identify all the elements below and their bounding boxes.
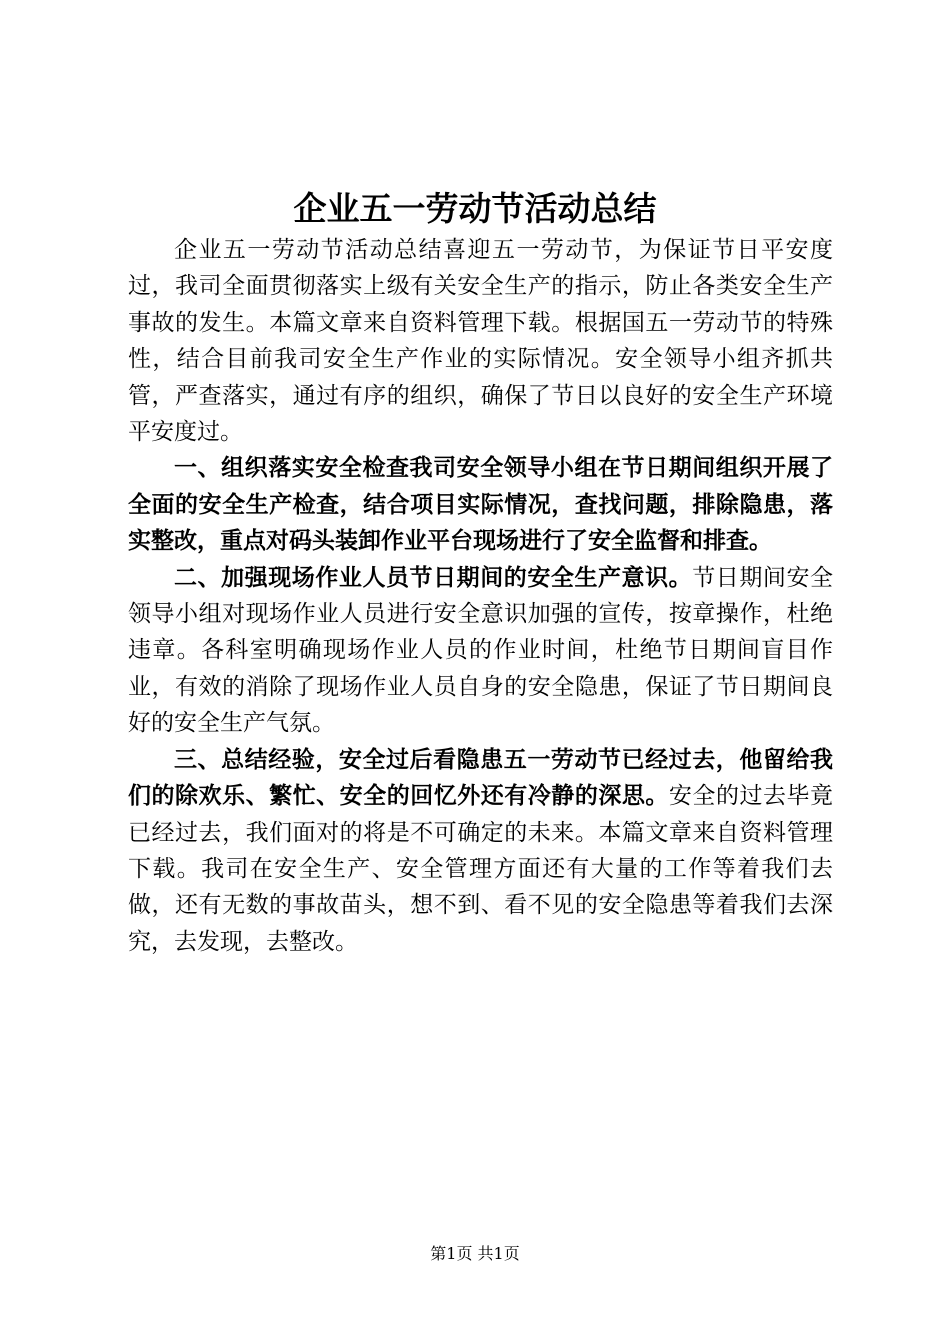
paragraph-section-1-text: 一、组织落实安全检查我司安全领导小组在节日期间组织开展了全面的安全生产检查，结合项目实际情况，查找问题，排除隐患，落实整改，重点对码头装卸作业平台现场进行了安全监督和排查。 [128,455,833,555]
section-2-text: 节日期间安全领导小组对现场作业人员进行安全意识加强的宣传，按章操作，杜绝违章。各科室明确现场作业人员的作业时间，杜绝节日期间盲目作业，有效的消除了现场作业人员自身的安全隐患，保证了节日期间良好的安全生产气氛。 [128,564,834,737]
paragraph-intro [128,232,833,450]
paragraph-section-2 [128,560,833,742]
page-footer: 第1页 共1页 [430,1244,520,1263]
section-2-heading: 二、加强现场作业人员节日期间的安全生产意识。 [174,564,693,591]
section-3-heading: 三、总结经验，安全过后看隐患五一劳动节已经过去，他留给我们的除欢乐、繁忙、安全的回忆外还有冷静的深思。 [128,746,833,810]
document-title: 企业五一劳动节活动总结 [293,189,657,228]
section-3-text: 安全的过去毕竟已经过去，我们面对的将是不可确定的未来。本篇文章来自资料管理下载。我司在安全生产、安全管理方面还有大量的工作等着我们去做，还有无数的事故苗头，想不到、看不见的安全隐患等着我们去深究，去发现，去整改。 [128,783,834,955]
document-body [128,232,833,960]
paragraph-section-1 [128,450,833,559]
paragraph-section-3 [128,742,833,960]
paragraph-intro-text: 企业五一劳动节活动总结喜迎五一劳动节，为保证节日平安度过，我司全面贯彻落实上级有关安全生产的指示，防止各类安全生产事故的发生。本篇文章来自资料管理下载。根据国五一劳动节的特殊性，结合目前我司安全生产作业的实际情况。安全领导小组齐抓共管，严查落实，通过有序的组织，确保了节日以良好的安全生产环境平安度过。 [128,237,833,446]
